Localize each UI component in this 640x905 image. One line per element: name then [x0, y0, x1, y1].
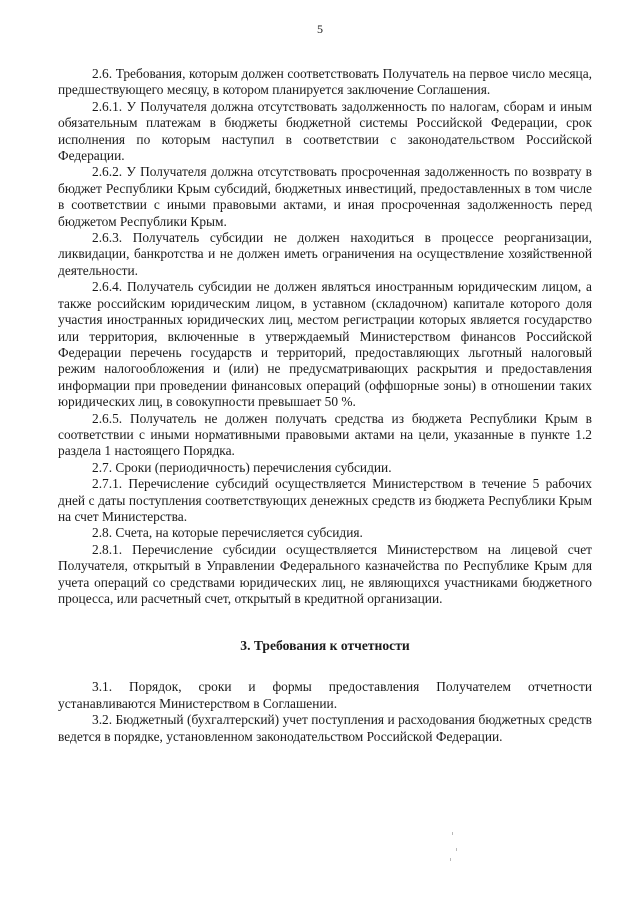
page-number: 5: [317, 22, 323, 36]
paragraph-2-6-5: 2.6.5. Получатель не должен получать средства из бюджета Республики Крым в соответствии с иными нормативными правовыми актами на цели, указанные в пункте 1.2 раздела 1 настоящего Порядка.: [58, 410, 592, 459]
paragraph-2-8-1: 2.8.1. Перечисление субсидии осуществляется Министерством на лицевой счет Получателя, открытый в Управлении Федерального казначейства по Республике Крым для учета операций со средствами юридических лиц, не являющихся участниками бюджетного процесса, или расчетный счет, открытый в кредитной организации.: [58, 541, 592, 606]
paragraph-2-6-1: 2.6.1. У Получателя должна отсутствовать задолженность по налогам, сборам и иным обязательным платежам в бюджеты бюджетной системы Российской Федерации, срок исполнения по которым наступил в соответствии с законодательством Российской Федерации.: [58, 98, 592, 164]
scan-speck: [456, 848, 457, 851]
scan-speck: [452, 832, 453, 835]
paragraph-3-1: 3.1. Порядок, сроки и формы предоставления Получателем отчетности устанавливаются Министерством в Соглашении.: [58, 679, 592, 711]
paragraph-2-6-4: 2.6.4. Получатель субсидии не должен являться иностранным юридическим лицом, а также российским юридическим лицом, в уставном (складочном) капитале которого доля участия иностранных юридических лиц, местом регистрации которых является государство или территория, включенные в утверждаемый Министерством финансов Российской Федерации перечень государств и территорий, предоставляющих льготный налоговый режим налогообложения и (или) не предусматривающих раскрытия и предоставления информации при проведении финансовых операций (оффшорные зоны) в отношении таких юридических лиц, в совокупности превышает 50 %.: [58, 279, 592, 410]
paragraph-2-6-2: 2.6.2. У Получателя должна отсутствовать просроченная задолженность по возврату в бюджет Республики Крым субсидий, бюджетных инвестиций, предоставленных в том числе в соответствии с иными правовыми актами, и иная просроченная задолженность перед бюджетом Республики Крым.: [58, 164, 592, 229]
scan-speck: [450, 858, 451, 861]
section-3-heading: 3. Требования к отчетности: [240, 638, 410, 654]
paragraph-2-7: 2.7. Сроки (периодичность) перечисления субсидии.: [92, 459, 392, 475]
paragraph-2-6: 2.6. Требования, которым должен соответствовать Получатель на первое число месяца, предшествующего месяцу, в котором планируется заключение Соглашения.: [58, 66, 592, 98]
paragraph-2-7-1: 2.7.1. Перечисление субсидий осуществляется Министерством в течение 5 рабочих дней с даты поступления соответствующих денежных средств из бюджета Республики Крым на счет Министерства.: [58, 476, 592, 524]
paragraph-2-8: 2.8. Счета, на которые перечисляется субсидия.: [92, 525, 363, 541]
document-body: [58, 66, 592, 745]
paragraph-2-6-3: 2.6.3. Получатель субсидии не должен находиться в процессе реорганизации, ликвидации, банкротства и не должен иметь ограничения на осуществление хозяйственной деятельности.: [58, 230, 592, 278]
paragraph-3-2: 3.2. Бюджетный (бухгалтерский) учет поступления и расходования бюджетных средств ведется в порядке, установленном законодательством Российской Федерации.: [58, 712, 592, 744]
